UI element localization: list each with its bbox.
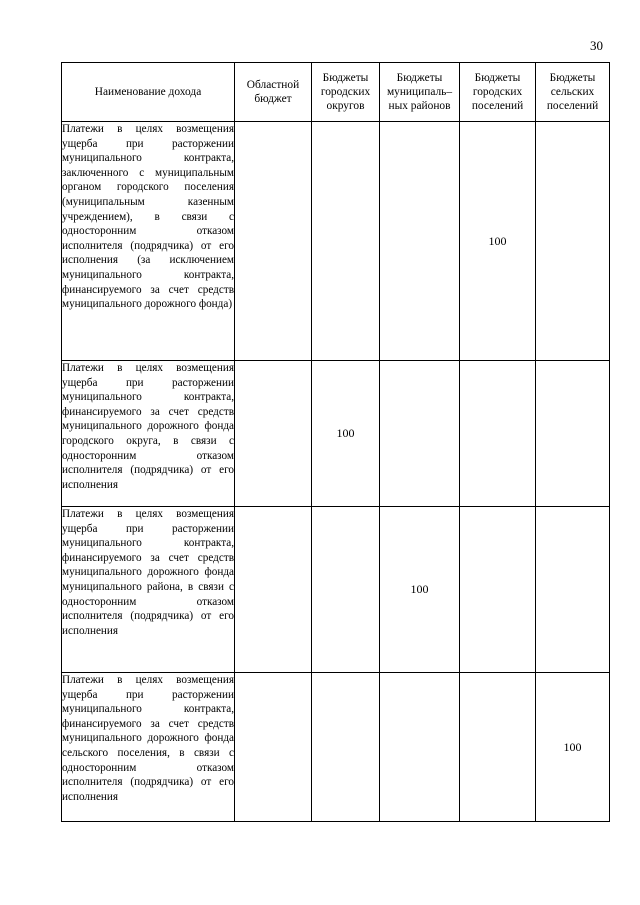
urban-districts-value-cell: 100: [312, 361, 380, 507]
urban-districts-value-cell: [312, 122, 380, 361]
urban-settlements-value-cell: [460, 361, 536, 507]
rural-settlements-value-cell: [536, 361, 610, 507]
revenue-name-text: Платежи в целях возмещения ущерба при расторжении муниципального контракта, финансируемого за счет средств муниципального дорожного фонда муниципального района, в связи с односторонним отказом исполнителя (подрядчика) от его исполнения: [62, 508, 234, 637]
urban-settlements-value-cell: 100: [460, 122, 536, 361]
municipal-districts-value-cell: [380, 673, 460, 822]
table-row: [62, 122, 610, 361]
regional-value-cell: [235, 361, 312, 507]
regional-value-cell: [235, 507, 312, 673]
table-row: [62, 361, 610, 507]
header-regional-budget: Областной бюджет: [235, 63, 312, 122]
revenue-distribution-table: [61, 62, 610, 822]
header-municipal-districts-budgets: Бюджеты муниципаль–ных районов: [380, 63, 460, 122]
urban-districts-value-cell: [312, 507, 380, 673]
regional-value-cell: [235, 122, 312, 361]
rural-settlements-value-cell: [536, 122, 610, 361]
header-urban-settlements-budgets: Бюджеты городских поселений: [460, 63, 536, 122]
revenue-name-cell: [62, 122, 235, 361]
header-revenue-name: Наименование дохода: [62, 63, 235, 122]
table-row: [62, 507, 610, 673]
header-rural-settlements-budgets: Бюджеты сельских поселений: [536, 63, 610, 122]
regional-value-cell: [235, 673, 312, 822]
rural-settlements-value-cell: [536, 507, 610, 673]
revenue-name-cell: [62, 361, 235, 507]
urban-districts-value-cell: [312, 673, 380, 822]
header-urban-districts-budgets: Бюджеты городских округов: [312, 63, 380, 122]
revenue-name-cell: [62, 673, 235, 822]
municipal-districts-value-cell: 100: [380, 507, 460, 673]
municipal-districts-value-cell: [380, 122, 460, 361]
municipal-districts-value-cell: [380, 361, 460, 507]
table-header-row: [62, 63, 610, 122]
page-number: 30: [590, 38, 603, 53]
revenue-name-cell: [62, 507, 235, 673]
urban-settlements-value-cell: [460, 507, 536, 673]
rural-settlements-value-cell: 100: [536, 673, 610, 822]
revenue-name-text: Платежи в целях возмещения ущерба при расторжении муниципального контракта, финансируемого за счет средств муниципального дорожного фонда сельского поселения, в связи с односторонним отказом исполнителя (подрядчика) от его исполнения: [62, 674, 234, 803]
revenue-name-text: Платежи в целях возмещения ущерба при расторжении муниципального контракта, финансируемого за счет средств муниципального дорожного фонда городского округа, в связи с односторонним отказом исполнителя (подрядчика) от его исполнения: [62, 362, 234, 491]
table-row: [62, 673, 610, 822]
revenue-name-text: Платежи в целях возмещения ущерба при расторжении муниципального контракта, заключенного с муниципальным органом городского поселения (муниципальным казенным учреждением), в связи с односторонним отказом исполнителя (подрядчика) от его исполнения (за исключением муниципального контракта, финансируемого за счет средств муниципального дорожного фонда): [62, 123, 234, 311]
urban-settlements-value-cell: [460, 673, 536, 822]
